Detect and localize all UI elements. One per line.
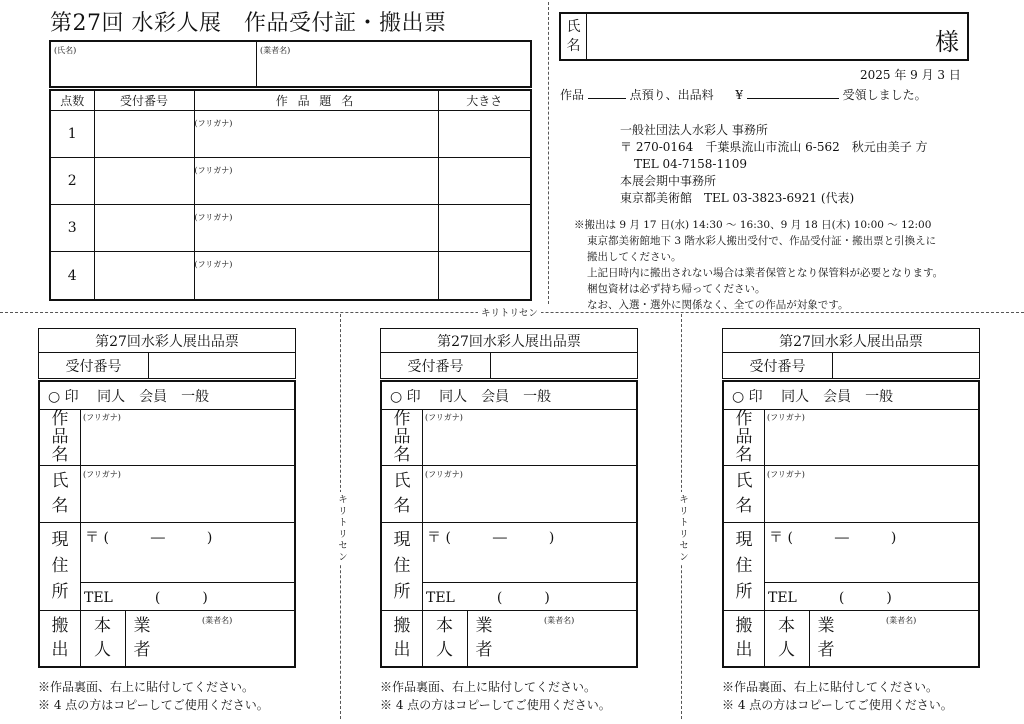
- dealer-label: 者: [817, 640, 835, 660]
- name-label: (氏名): [54, 46, 77, 55]
- self-label: 本: [436, 616, 453, 636]
- dealer-label: 者: [475, 640, 493, 660]
- row-number: 3: [50, 204, 94, 251]
- office-label: 本展会期中事務所: [620, 174, 717, 188]
- note-line: なお、入選・選外に関係なく、全ての作品が対象です。: [587, 299, 849, 311]
- tel-field: TEL ( ): [768, 590, 892, 606]
- slip-note: ※作品裏面、右上に貼付してください。: [38, 680, 255, 694]
- furigana-label: (フリガナ): [194, 118, 233, 128]
- furigana-label: (フリガナ): [194, 260, 233, 270]
- office-detail: 東京都美術館 TEL 03-3823-6921 (代表): [620, 191, 855, 205]
- receipt-line: 作品 点預り、出品料 ¥ 受領しました。: [560, 88, 927, 102]
- note-line: 梱包資材は必ず持ち帰ってください。: [587, 283, 766, 295]
- slip-title: 第27回水彩人展出品票: [722, 328, 980, 353]
- works-table: [49, 89, 532, 301]
- pickup-label: 搬: [393, 616, 411, 636]
- slip-note: ※作品裏面、右上に貼付してください。: [380, 680, 597, 694]
- slip-title: 第27回水彩人展出品票: [380, 328, 638, 353]
- furigana-label: (フリガナ): [194, 165, 233, 175]
- dealer-label: 業: [817, 616, 835, 636]
- pickup-label: 搬: [735, 616, 753, 636]
- entry-slip: [38, 328, 296, 720]
- receipt-number-label: 受付番号: [723, 353, 833, 378]
- cut-line-label: キリトリセン: [336, 494, 347, 563]
- work-label: 品: [51, 427, 69, 447]
- category-row: ○ 印 同人 会員 一般: [732, 389, 894, 405]
- name-label: 氏: [735, 471, 753, 492]
- pickup-notes: [574, 217, 943, 313]
- work-label: 作: [735, 409, 753, 429]
- name-label: 氏: [393, 471, 411, 492]
- address-label: 住: [735, 556, 753, 576]
- recipient-label: 名: [566, 38, 581, 55]
- tel-field: TEL ( ): [426, 590, 550, 606]
- note-line: 上記日時内に搬出されない場合は業者保管となり保管料が必要となります。: [587, 267, 944, 279]
- postal-code: 〒 ( ― ): [85, 530, 213, 546]
- category-row: ○ 印 同人 会員 一般: [48, 389, 210, 405]
- slip-note: ※作品裏面、右上に貼付してください。: [722, 680, 939, 694]
- address-label: 現: [735, 530, 753, 550]
- dealer-label: 業: [475, 616, 493, 636]
- work-label: 作: [51, 409, 69, 429]
- furigana-label: (フリガナ): [83, 413, 121, 422]
- address-label: 住: [393, 556, 411, 576]
- address-label: 所: [51, 582, 69, 602]
- page-title: 第27回 水彩人展 作品受付証・搬出票: [50, 11, 447, 36]
- self-label: 本: [778, 616, 795, 636]
- header-size: 大きさ: [438, 90, 531, 110]
- name-label: 名: [393, 495, 411, 516]
- dealer-label: (業者名): [260, 46, 291, 55]
- pickup-label: 出: [735, 640, 753, 660]
- furigana-label: (フリガナ): [767, 413, 805, 422]
- postal-code: 〒 ( ― ): [769, 530, 897, 546]
- pickup-label: 搬: [51, 616, 69, 636]
- row-number: 4: [50, 252, 94, 300]
- self-label: 本: [94, 616, 111, 636]
- furigana-label: (フリガナ): [83, 470, 121, 479]
- name-box: [49, 40, 532, 88]
- self-label: 人: [94, 640, 111, 660]
- recipient-box: [559, 12, 969, 61]
- address-label: 所: [393, 582, 411, 602]
- category-row: ○ 印 同人 会員 一般: [390, 389, 552, 405]
- name-label: 名: [51, 495, 69, 516]
- furigana-label: (フリガナ): [425, 470, 463, 479]
- receipt-number-label: 受付番号: [39, 353, 149, 378]
- tel-field: TEL ( ): [84, 590, 208, 606]
- dealer-label: 者: [133, 640, 151, 660]
- slip-note: ※ 4 点の方はコピーしてご使用ください。: [722, 698, 953, 712]
- cut-line-label: キリトリセン: [677, 494, 688, 563]
- row-number: 1: [50, 110, 94, 157]
- self-label: 人: [778, 640, 795, 660]
- note-line: 搬出してください。: [587, 251, 682, 263]
- work-label: 作: [393, 409, 411, 429]
- header-receipt: 受付番号: [94, 90, 194, 110]
- work-label: 名: [735, 445, 753, 465]
- work-label: 品: [735, 427, 753, 447]
- org-address: 〒 270-0164 千葉県流山市流山 6-562 秋元由美子 方: [620, 140, 928, 154]
- postal-code: 〒 ( ― ): [427, 530, 555, 546]
- entry-slip: [380, 328, 638, 720]
- dealer-label: 業: [133, 616, 151, 636]
- slip-note: ※ 4 点の方はコピーしてご使用ください。: [38, 698, 269, 712]
- slip-title: 第27回水彩人展出品票: [38, 328, 296, 353]
- pickup-label: 出: [51, 640, 69, 660]
- honorific: 様: [935, 28, 959, 56]
- receipt-number-label: 受付番号: [381, 353, 491, 378]
- work-label: 品: [393, 427, 411, 447]
- header-title: 作 品 題 名: [194, 90, 438, 110]
- self-label: 人: [436, 640, 453, 660]
- issue-date: 2025 年 9 月 3 日: [860, 68, 961, 82]
- address-label: 現: [51, 530, 69, 550]
- address-label: 現: [393, 530, 411, 550]
- row-number: 2: [50, 157, 94, 204]
- work-label: 名: [51, 445, 69, 465]
- pickup-label: 出: [393, 640, 411, 660]
- furigana-label: (フリガナ): [767, 470, 805, 479]
- header-count: 点数: [50, 90, 94, 110]
- furigana-label: (フリガナ): [194, 212, 233, 222]
- recipient-label: 氏: [566, 18, 581, 35]
- address-label: 住: [51, 556, 69, 576]
- note-line: 東京都美術館地下 3 階水彩人搬出受付で、作品受付証・搬出票と引換えに: [587, 235, 937, 247]
- slip-note: ※ 4 点の方はコピーしてご使用ください。: [380, 698, 611, 712]
- org-tel: TEL 04-7158-1109: [634, 157, 748, 171]
- note-line: ※搬出は 9 月 17 日(水) 14:30 〜 16:30、9 月 18 日(木) 10:00 〜 12:00: [574, 219, 932, 231]
- name-label: 名: [735, 495, 753, 516]
- dealer-name-label: (業者名): [202, 616, 233, 625]
- address-label: 所: [735, 582, 753, 602]
- entry-slip: [722, 328, 980, 720]
- dealer-name-label: (業者名): [886, 616, 917, 625]
- dealer-name-label: (業者名): [544, 616, 575, 625]
- name-label: 氏: [51, 471, 69, 492]
- organization-info: [620, 122, 928, 207]
- cut-line-label: キリトリセン: [478, 305, 541, 319]
- furigana-label: (フリガナ): [425, 413, 463, 422]
- org-name: 一般社団法人水彩人 事務所: [620, 123, 768, 137]
- work-label: 名: [393, 445, 411, 465]
